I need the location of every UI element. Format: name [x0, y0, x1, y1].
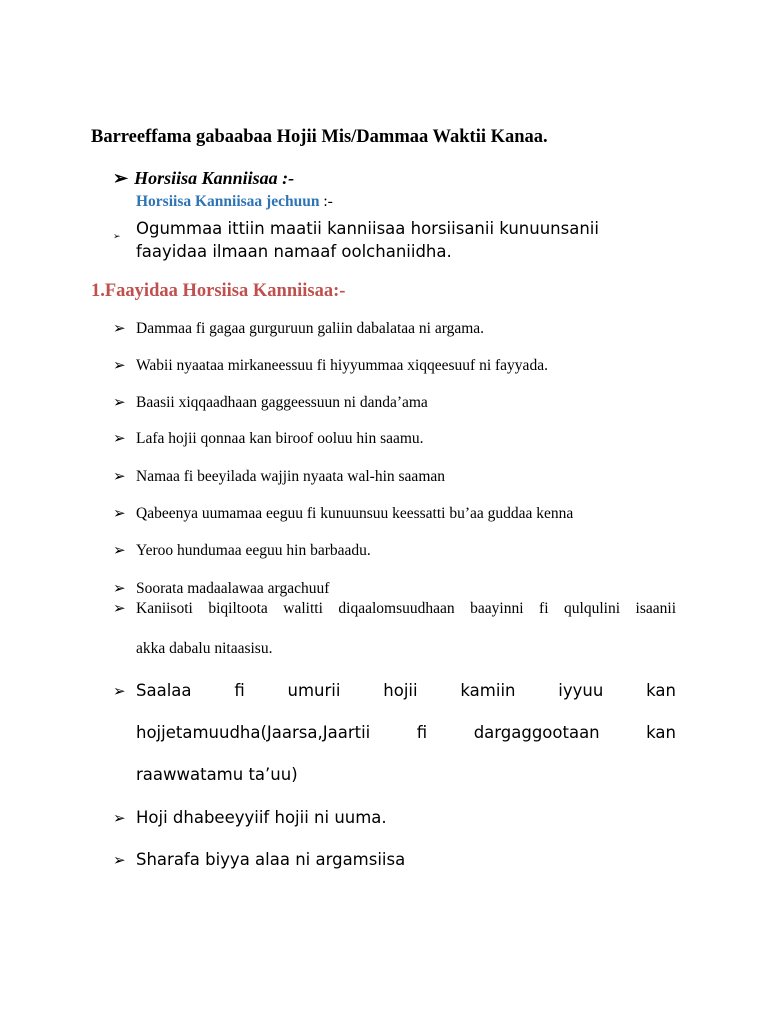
list-item-text: Sharafa biyya alaa ni argamsiisa: [136, 850, 406, 869]
list-item-text: Lafa hojii qonnaa kan biroof ooluu hin saamu.: [136, 430, 424, 447]
arrow-bullet-icon: ➢: [113, 358, 126, 374]
arrow-bullet-icon: ➢: [113, 431, 126, 447]
definition-term: Horsiisa Kanniisaa jechuun: [136, 193, 320, 210]
arrow-bullet-icon: ➢: [113, 853, 126, 869]
list-item-text: Soorata madaalawaa argachuuf: [136, 580, 330, 597]
list-item: [113, 541, 371, 560]
list-item-text-line-2: hojjetamuudha(Jaarsa,Jaartii fi dargaggootaan kan: [136, 723, 676, 742]
arrow-bullet-icon: ➢: [113, 168, 129, 188]
list-item: [113, 356, 548, 375]
list-item: [113, 504, 573, 523]
arrow-bullet-icon: ➢: [113, 543, 126, 559]
subheading-text: Horsiisa Kanniisaa :-: [134, 168, 295, 188]
list-item: [113, 393, 428, 412]
list-item: [113, 599, 676, 658]
arrow-bullet-icon: ➢: [113, 684, 126, 700]
arrow-bullet-icon: ➢: [113, 581, 126, 597]
definition-line-2: faayidaa ilmaan namaaf oolchaniidha.: [136, 242, 452, 261]
list-item: [113, 319, 484, 338]
arrow-bullet-icon: ➢: [113, 321, 126, 337]
definition-line-1: Ogummaa ittiin maatii kanniisaa horsiisanii kunuunsanii: [136, 219, 599, 238]
document-title: Barreeffama gabaabaa Hojii Mis/Dammaa Waktii Kanaa.: [91, 127, 548, 147]
list-item-text: Dammaa fi gagaa gurguruun galiin dabalataa ni argama.: [136, 320, 485, 337]
arrow-bullet-icon: ➢: [113, 395, 126, 411]
arrow-bullet-icon: ➢: [113, 469, 126, 485]
list-item-text: Hoji dhabeeyyiif hojii ni uuma.: [136, 808, 387, 827]
list-item-text: Namaa fi beeyilada wajjin nyaata wal-hin saaman: [136, 468, 446, 485]
section-title: 1.Faayidaa Horsiisa Kanniisaa:-: [91, 281, 346, 301]
list-item: [113, 429, 424, 448]
list-item: [113, 808, 387, 828]
list-item-text-line-1: Saalaa fi umurii hojii kamiin iyyuu kan: [136, 681, 676, 700]
list-item-text: Qabeenya uumamaa eeguu fi kunuunsuu keessatti bu’aa guddaa kenna: [136, 505, 574, 522]
arrow-bullet-icon: ➢: [113, 811, 126, 827]
list-item-text-line-2: akka dabalu nitaasisu.: [136, 640, 273, 657]
list-item: [113, 579, 329, 598]
list-item-text: Baasii xiqqaadhaan gaggeessuun ni danda’ama: [136, 394, 428, 411]
arrow-bullet-icon: ➢: [113, 601, 126, 617]
list-item: [113, 850, 405, 870]
list-item: [113, 467, 445, 486]
list-item-text-line-1: Kaniisoti biqiltoota walitti diqaalomsuudhaan baayinni fi qulqulini isaanii: [136, 600, 676, 617]
definition-label: [136, 193, 333, 211]
definition-suffix: :-: [319, 193, 333, 210]
arrow-bullet-icon: ➢: [113, 506, 126, 522]
subheading: [113, 168, 294, 189]
list-item-text: Yeroo hundumaa eeguu hin barbaadu.: [136, 542, 371, 559]
small-arrow-bullet-icon: ➢: [113, 231, 121, 241]
definition-paragraph: [136, 217, 676, 263]
list-item-text: Wabii nyaataa mirkaneessuu fi hiyyummaa xiqqeesuuf ni fayyada.: [136, 357, 548, 374]
list-item: [113, 680, 676, 796]
list-item-text-line-3: raawwatamu ta’uu): [136, 765, 298, 784]
